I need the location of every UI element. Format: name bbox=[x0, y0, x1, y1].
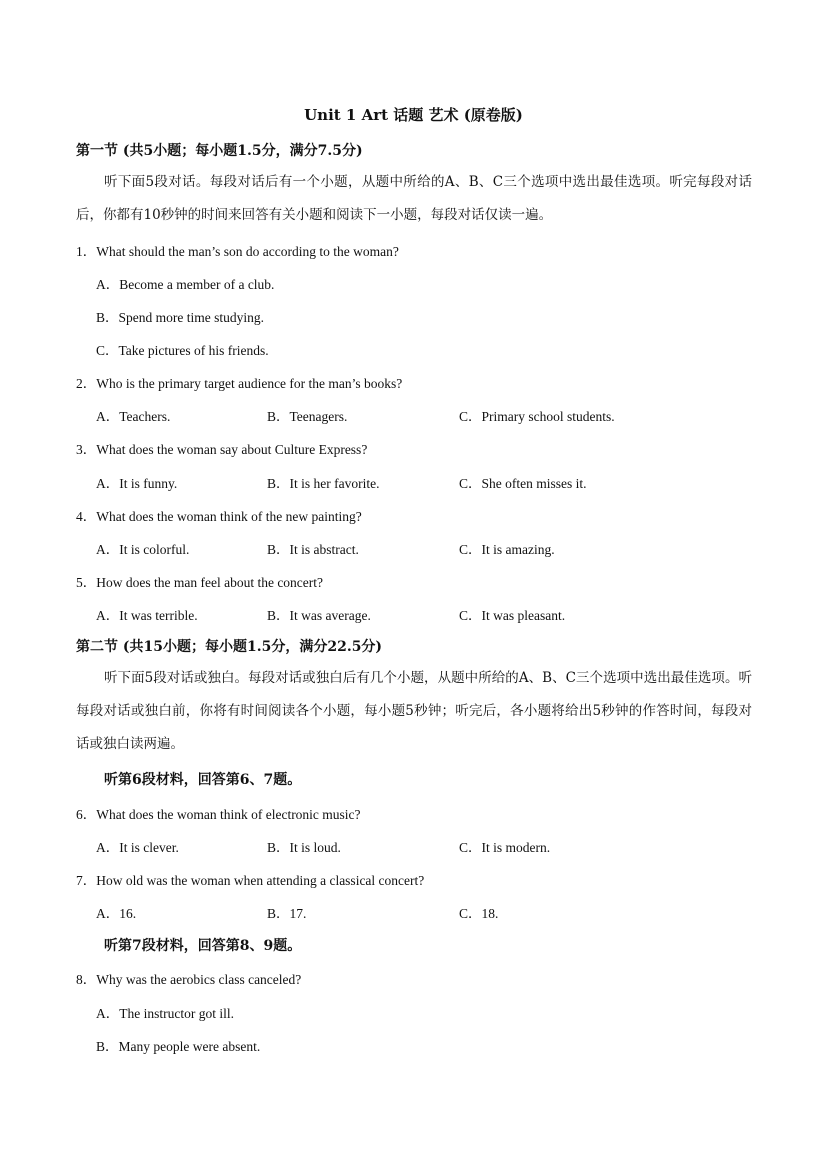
option-1a: A．Become a member of a club. bbox=[96, 277, 275, 292]
option-5b: B．It was average. bbox=[267, 608, 371, 623]
section2-instructions: 听下面5段对话或独白。每段对话或独白后有几个小题，从题中所给的A、B、C三个选项中选出最佳选项。听每段对话或独白前，你将有时间阅读各个小题，每小题5秒钟；听完后，各小题将给出5秒钟的作答时间，每段对话或独白读两遍。 bbox=[76, 670, 752, 752]
option-7b: B．17. bbox=[267, 906, 307, 921]
option-8b: B．Many people were absent. bbox=[96, 1039, 261, 1054]
option-4b: B．It is abstract. bbox=[267, 542, 359, 557]
question-5: 5．How does the man feel about the concert? bbox=[76, 575, 324, 590]
section1-instructions: 听下面5段对话。每段对话后有一个小题，从题中所给的A、B、C三个选项中选出最佳选项。听完每段对话后，你都有10秒钟的时间来回答有关小题和阅读下一小题，每段对话仅读一遍。 bbox=[76, 174, 752, 223]
option-3c: C．She often misses it. bbox=[459, 476, 587, 491]
option-3a: A．It is funny. bbox=[96, 476, 178, 491]
section1-heading: 第一节 (共5小题；每小题1.5分，满分7.5分) bbox=[76, 143, 363, 159]
question-1: 1．What should the man’s son do according to the woman? bbox=[76, 244, 399, 259]
option-6a: A．It is clever. bbox=[96, 840, 179, 855]
material-6-heading: 听第6段材料，回答第6、7题。 bbox=[104, 772, 302, 788]
question-7: 7．How old was the woman when attending a classical concert? bbox=[76, 873, 425, 888]
option-1b: B．Spend more time studying. bbox=[96, 310, 264, 325]
section2-heading: 第二节 (共15小题；每小题1.5分，满分22.5分) bbox=[76, 639, 383, 655]
option-4a: A．It is colorful. bbox=[96, 542, 190, 557]
option-7a: A．16. bbox=[96, 906, 137, 921]
option-7c: C．18. bbox=[459, 906, 499, 921]
option-5c: C．It was pleasant. bbox=[459, 608, 566, 623]
option-4c: C．It is amazing. bbox=[459, 542, 555, 557]
option-2a: A．Teachers. bbox=[96, 409, 171, 424]
material-7-heading: 听第7段材料，回答第8、9题。 bbox=[104, 938, 302, 954]
option-3b: B．It is her favorite. bbox=[267, 476, 380, 491]
page-title: Unit 1 Art 话题 艺术 (原卷版) bbox=[304, 106, 523, 124]
question-4: 4．What does the woman think of the new painting? bbox=[76, 509, 362, 524]
question-6: 6．What does the woman think of electronic music? bbox=[76, 807, 361, 822]
option-2c: C．Primary school students. bbox=[459, 409, 615, 424]
option-6b: B．It is loud. bbox=[267, 840, 341, 855]
option-8a: A．The instructor got ill. bbox=[96, 1006, 234, 1021]
option-2b: B．Teenagers. bbox=[267, 409, 348, 424]
option-5a: A．It was terrible. bbox=[96, 608, 198, 623]
question-3: 3．What does the woman say about Culture Express? bbox=[76, 442, 368, 457]
option-1c: C．Take pictures of his friends. bbox=[96, 343, 269, 358]
question-8: 8．Why was the aerobics class canceled? bbox=[76, 972, 302, 987]
question-2: 2．Who is the primary target audience for the man’s books? bbox=[76, 376, 403, 391]
option-6c: C．It is modern. bbox=[459, 840, 551, 855]
